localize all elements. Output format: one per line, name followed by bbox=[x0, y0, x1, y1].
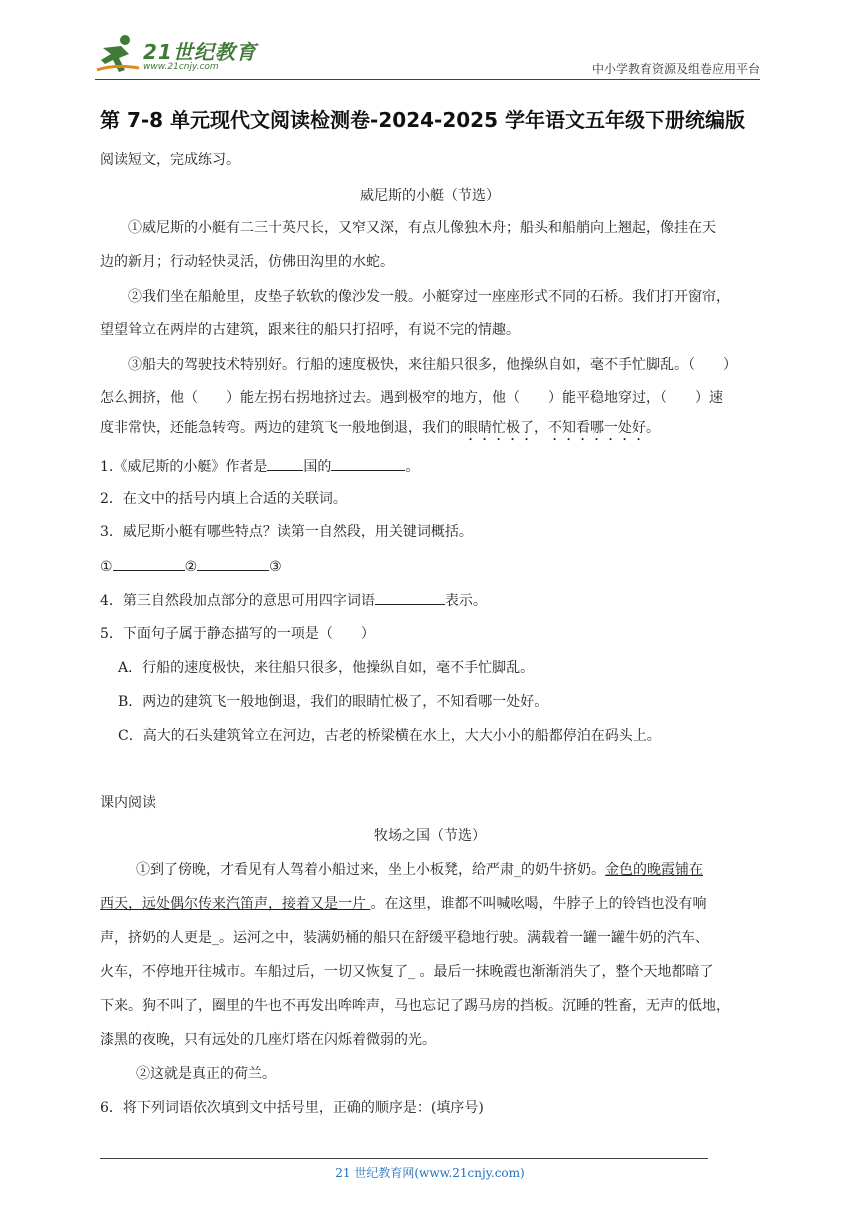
underlined-text: 金色的晚霞铺在 bbox=[605, 862, 703, 878]
platform-label: 中小学教育资源及组卷应用平台 bbox=[591, 62, 760, 76]
section-heading: 课内阅读 bbox=[100, 795, 156, 811]
answer-marker: ① bbox=[100, 559, 113, 575]
question-text: 国的 bbox=[303, 459, 332, 475]
logo bbox=[95, 30, 265, 78]
passage1-text: 。 bbox=[646, 420, 660, 436]
question-text: 1.《威尼斯的小艇》作者是 bbox=[100, 459, 268, 475]
runner-icon bbox=[95, 34, 141, 74]
passage2-line: ②这就是真正的荷兰。 bbox=[136, 1066, 276, 1082]
question-1 bbox=[100, 456, 419, 477]
answer-marker: ② bbox=[184, 559, 198, 575]
passage2-line bbox=[136, 860, 703, 880]
passage1-line: ③船夫的驾驶技术特别好。行船的速度极快，来往船只很多，他操纵自如，毫不手忙脚乱。（ ） bbox=[128, 357, 737, 373]
passage1-line: ①威尼斯的小艇有二三十英尺长，又窄又深，有点儿像独木舟；船头和船艄向上翘起，像挂在天 bbox=[128, 220, 716, 236]
answer-blank[interactable] bbox=[375, 590, 445, 605]
answer-marker: ③ bbox=[269, 559, 282, 575]
intro-text: 阅读短文，完成练习。 bbox=[100, 152, 240, 168]
passage1-heading: 威尼斯的小艇（节选） bbox=[360, 188, 500, 204]
underlined-text: 西天，远处偶尔传来汽笛声，接着又是一片 bbox=[100, 896, 371, 912]
passage1-line: 边的新月；行动轻快灵活，仿佛田沟里的水蛇。 bbox=[100, 254, 394, 270]
passage2-line: 声，挤奶的人更是_。运河之中，装满奶桶的船只在舒缓平稳地行驶。满载着一罐一罐牛奶的汽车、 bbox=[100, 930, 709, 946]
question-6: 6．将下列词语依次填到文中括号里，正确的顺序是：(填序号) bbox=[100, 1100, 484, 1116]
header-divider bbox=[95, 79, 760, 80]
question-3: 3．威尼斯小艇有哪些特点？读第一自然段，用关键词概括。 bbox=[100, 524, 473, 540]
option-a[interactable]: A．行船的速度极快，来往船只很多，他操纵自如，毫不手忙脚乱。 bbox=[118, 660, 535, 676]
question-3-answers bbox=[100, 556, 282, 577]
passage2-line: 火车，不停地开往城市。车船过后，一切又恢复了_ 。最后一抹晚霞也渐渐消失了，整个天地都暗了 bbox=[100, 964, 714, 980]
option-c[interactable]: C．高大的石头建筑耸立在河边，古老的桥梁横在水上，大大小小的船都停泊在码头上。 bbox=[118, 728, 661, 744]
passage2-text: 。在这里，谁都不叫喊吆喝，牛脖子上的铃铛也没有响 bbox=[370, 896, 707, 912]
option-b[interactable]: B．两边的建筑飞一般地倒退，我们的眼睛忙极了，不知看哪一处好。 bbox=[118, 694, 549, 710]
question-4 bbox=[100, 590, 487, 611]
footer-link[interactable]: 21 世纪教育网(www.21cnjy.com) bbox=[335, 1166, 525, 1180]
passage1-line: 怎么拥挤，他（ ）能左拐右拐地挤过去。遇到极窄的地方，他（ ）能平稳地穿过，（ ）速 bbox=[100, 390, 723, 406]
answer-blank[interactable] bbox=[331, 456, 405, 471]
passage1-line: ②我们坐在船舱里，皮垫子软软的像沙发一般。小艇穿过一座座形式不同的石桥。我们打开窗帘， bbox=[128, 289, 730, 305]
passage2-line bbox=[100, 894, 706, 914]
answer-blank[interactable] bbox=[197, 556, 269, 571]
passage1-text: 度非常快，还能急转弯。两边的建筑飞一般地倒退，我们的 bbox=[100, 420, 464, 436]
answer-blank[interactable] bbox=[113, 556, 185, 571]
logo-url: www.21cnjy.com bbox=[143, 62, 219, 72]
page-header bbox=[95, 30, 760, 78]
answer-blank[interactable] bbox=[267, 456, 303, 471]
question-text: 表示。 bbox=[444, 593, 487, 609]
question-5: 5．下面句子属于静态描写的一项是（ ） bbox=[100, 626, 375, 642]
passage1-line bbox=[100, 418, 660, 444]
question-text: 4．第三自然段加点部分的意思可用四字词语 bbox=[100, 593, 375, 609]
page-title: 第 7-8 单元现代文阅读检测卷-2024-2025 学年语文五年级下册统编版 bbox=[100, 108, 745, 132]
passage2-heading: 牧场之国（节选） bbox=[374, 828, 486, 844]
passage1-line: 望望耸立在两岸的古建筑，跟来往的船只打招呼，有说不完的情趣。 bbox=[100, 322, 520, 338]
question-text: 。 bbox=[405, 459, 420, 475]
passage2-text: ①到了傍晚，才看见有人驾着小船过来，坐上小板凳，给严肃_的奶牛挤奶。 bbox=[136, 862, 605, 878]
passage2-line: 漆黑的夜晚，只有远处的几座灯塔在闪烁着微弱的光。 bbox=[100, 1032, 436, 1048]
question-2: 2．在文中的括号内填上合适的关联词。 bbox=[100, 491, 347, 507]
passage2-line: 下来。狗不叫了，圈里的牛也不再发出哞哞声，马也忘记了踢马房的挡板。沉睡的牲畜，无声的低地， bbox=[100, 998, 730, 1014]
emphasized-phrase: 眼睛忙极了，不知看哪一处好 bbox=[464, 420, 646, 436]
footer-divider bbox=[100, 1158, 708, 1159]
logo-text: 21世纪教育 bbox=[143, 40, 257, 64]
